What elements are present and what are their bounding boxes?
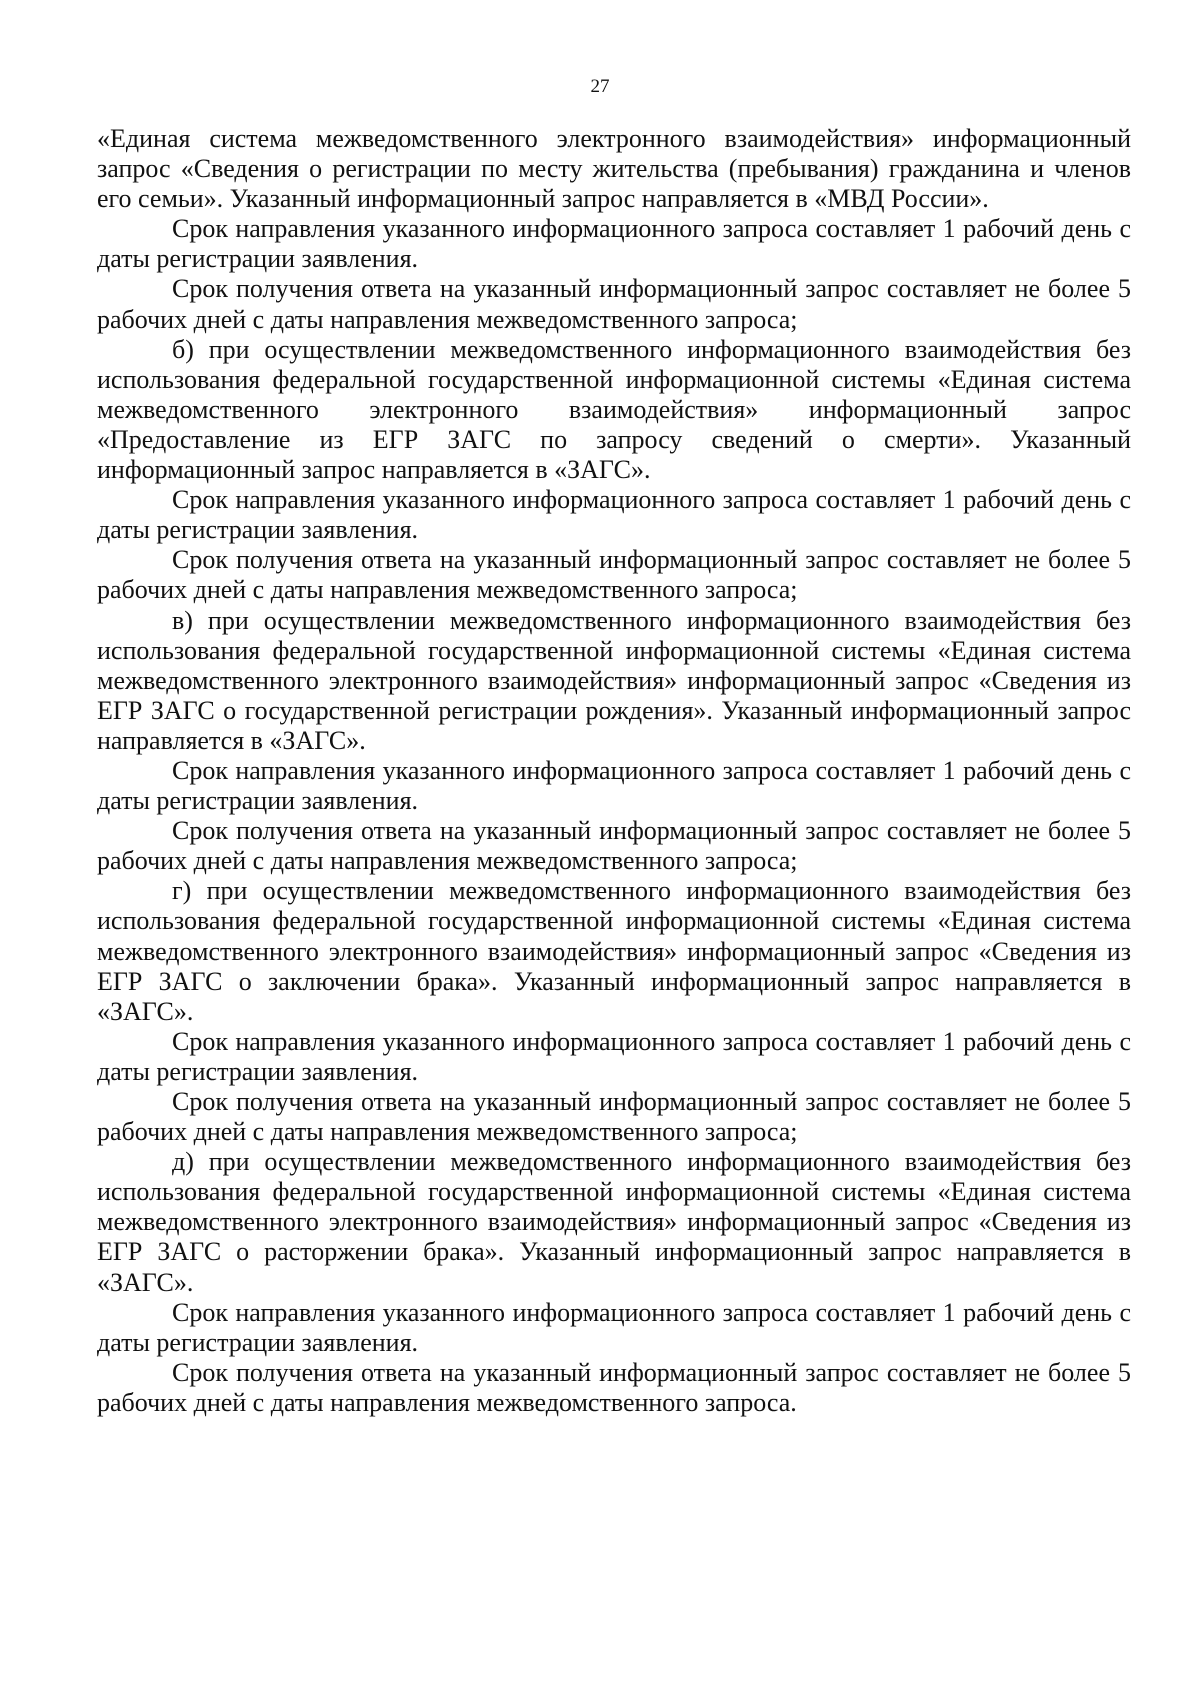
paragraph: д) при осуществлении межведомственного информационного взаимодействия без использования федеральной государственной информационной системы «Единая система межведомственного электронного взаимодействия» информационный запрос «Сведения из ЕГР ЗАГС о расторжении брака». Указанный информационный запрос направляется в «ЗАГС».	[97, 1147, 1131, 1297]
paragraph: «Единая система межведомственного электронного взаимодействия» информационный запрос «Сведения о регистрации по месту жительства (пребывания) гражданина и членов его семьи». Указанный информационный запрос направляется в «МВД России».	[97, 124, 1131, 214]
paragraph: г) при осуществлении межведомственного информационного взаимодействия без использования федеральной государственной информационной системы «Единая система межведомственного электронного взаимодействия» информационный запрос «Сведения из ЕГР ЗАГС о заключении брака». Указанный информационный запрос направляется в «ЗАГС».	[97, 876, 1131, 1026]
paragraph: Срок направления указанного информационного запроса составляет 1 рабочий день с даты регистрации заявления.	[97, 1026, 1131, 1086]
document-body	[97, 124, 1131, 1418]
paragraph: Срок получения ответа на указанный информационный запрос составляет не более 5 рабочих дней с даты направления межведомственного запроса.	[97, 1357, 1131, 1417]
page-number: 27	[590, 76, 610, 97]
paragraph: в) при осуществлении межведомственного информационного взаимодействия без использования федеральной государственной информационной системы «Единая система межведомственного электронного взаимодействия» информационный запрос «Сведения из ЕГР ЗАГС о государственной регистрации рождения». Указанный информационный запрос направляется в «ЗАГС».	[97, 605, 1131, 755]
paragraph: Срок направления указанного информационного запроса составляет 1 рабочий день с даты регистрации заявления.	[97, 755, 1131, 816]
paragraph: Срок получения ответа на указанный информационный запрос составляет не более 5 рабочих дней с даты направления межведомственного запроса;	[97, 1087, 1131, 1147]
paragraph: б) при осуществлении межведомственного информационного взаимодействия без использования федеральной государственной информационной системы «Единая система межведомственного электронного взаимодействия» информационный запрос «Предоставление из ЕГР ЗАГС по запросу сведений о смерти». Указанный информационный запрос направляется в «ЗАГС».	[97, 334, 1131, 485]
paragraph: Срок получения ответа на указанный информационный запрос составляет не более 5 рабочих дней с даты направления межведомственного запроса;	[97, 816, 1131, 876]
paragraph: Срок получения ответа на указанный информационный запрос составляет не более 5 рабочих дней с даты направления межведомственного запроса;	[97, 545, 1131, 605]
paragraph: Срок направления указанного информационного запроса составляет 1 рабочий день с даты регистрации заявления.	[97, 1297, 1131, 1357]
paragraph: Срок направления указанного информационного запроса составляет 1 рабочий день с даты регистрации заявления.	[97, 485, 1131, 545]
paragraph: Срок направления указанного информационного запроса составляет 1 рабочий день с даты регистрации заявления.	[97, 214, 1131, 274]
paragraph: Срок получения ответа на указанный информационный запрос составляет не более 5 рабочих дней с даты направления межведомственного запроса;	[97, 274, 1131, 334]
